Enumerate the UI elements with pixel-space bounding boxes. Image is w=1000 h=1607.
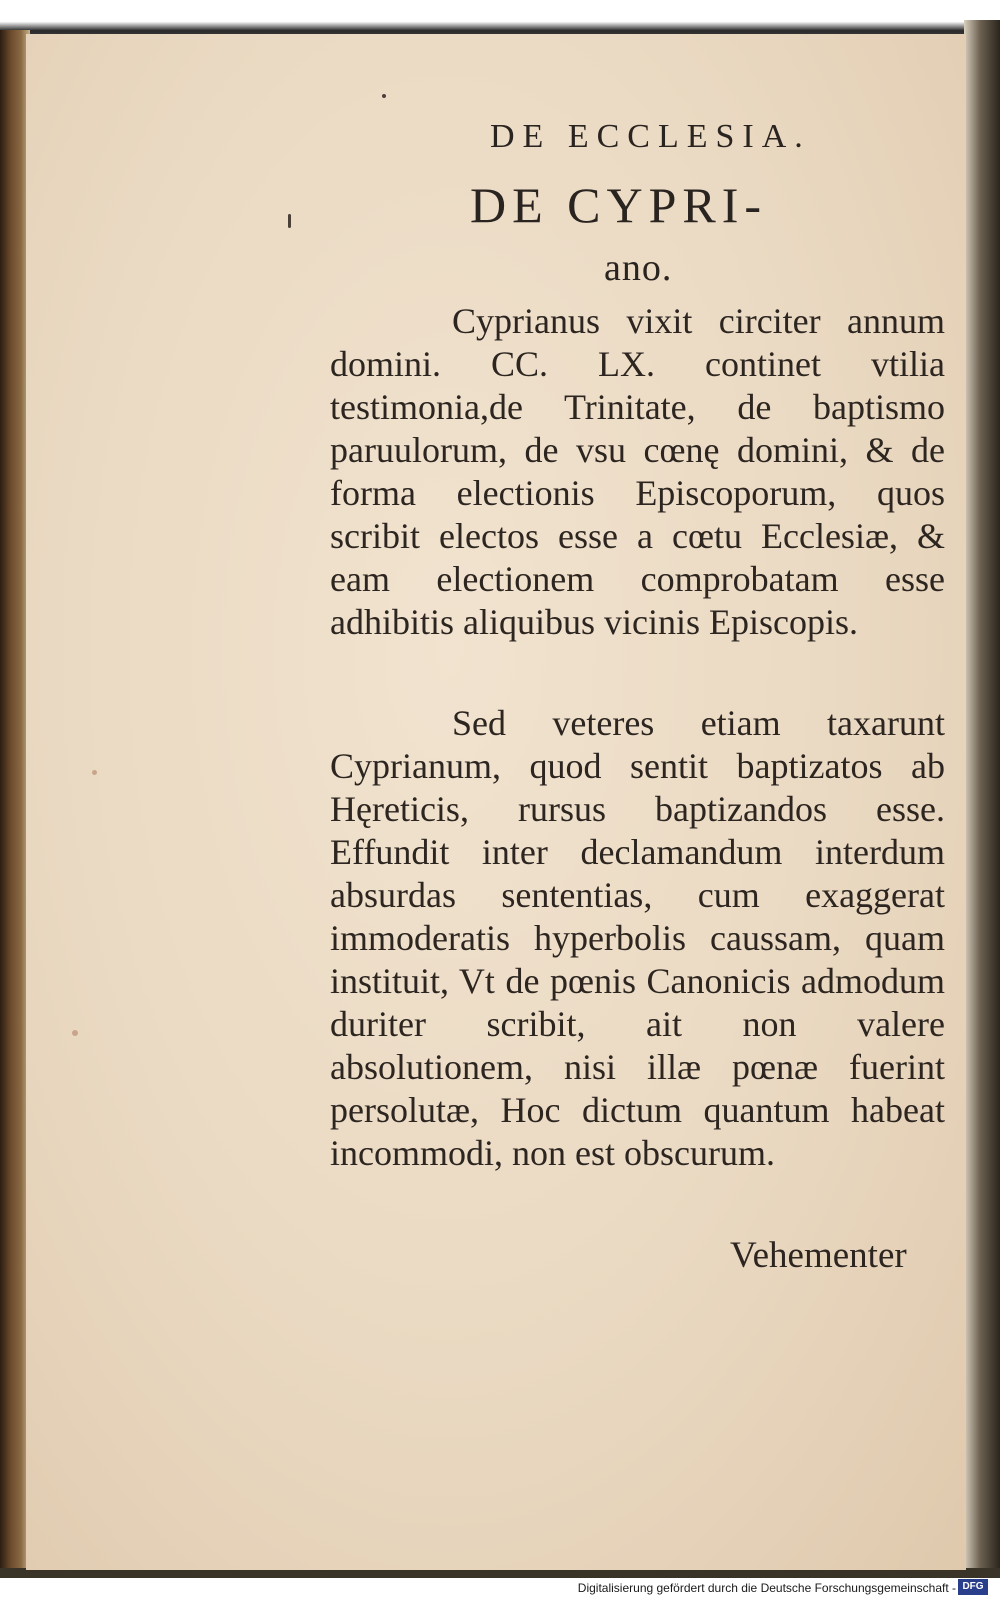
paragraph: Sed veteres etiam taxarunt Cyprianum, quod sentit baptizatos ab Hęreticis, rursus baptizandos esse. Effundit inter declamandum interdum absurdas sententias, cum exaggerat immoderatis hyperbolis caussam, quam instituit, Vt de pœnis Canonicis admodum duriter scribit, ait non valere absolutionem, nisi illæ pœnæ fuerint persolutæ, Hoc dictum quantum habeat incommodi, non est obscurum. [330, 703, 945, 1173]
chapter-title-continued: ano. [604, 247, 673, 289]
catchword: Vehementer [730, 1235, 907, 1276]
chapter-title: DE CYPRI- [470, 177, 768, 233]
scan-top-edge [0, 0, 1000, 36]
ink-speck [382, 94, 386, 98]
ink-speck [288, 214, 291, 228]
page-stain [72, 1030, 78, 1036]
running-head: DE ECCLESIA. [490, 118, 811, 155]
page-body [330, 300, 945, 1233]
book-fore-edge [964, 20, 1000, 1580]
funding-notice: Digitalisierung gefördert durch die Deutsche Forschungsgemeinschaft - [577, 1581, 956, 1595]
paragraph: Cyprianus vixit circiter annum domini. CC. LX. continet vtilia testimonia,de Trinitate, de baptismo paruulorum, de vsu cœnę domini, & de forma electionis Episcoporum, quos scribit electos esse a cœtu Ecclesiæ, & eam electionem comprobatam esse adhibitis aliquibus vicinis Episcopis. [330, 301, 945, 642]
page-stain [92, 770, 97, 775]
dfg-logo: DFG [958, 1579, 988, 1595]
